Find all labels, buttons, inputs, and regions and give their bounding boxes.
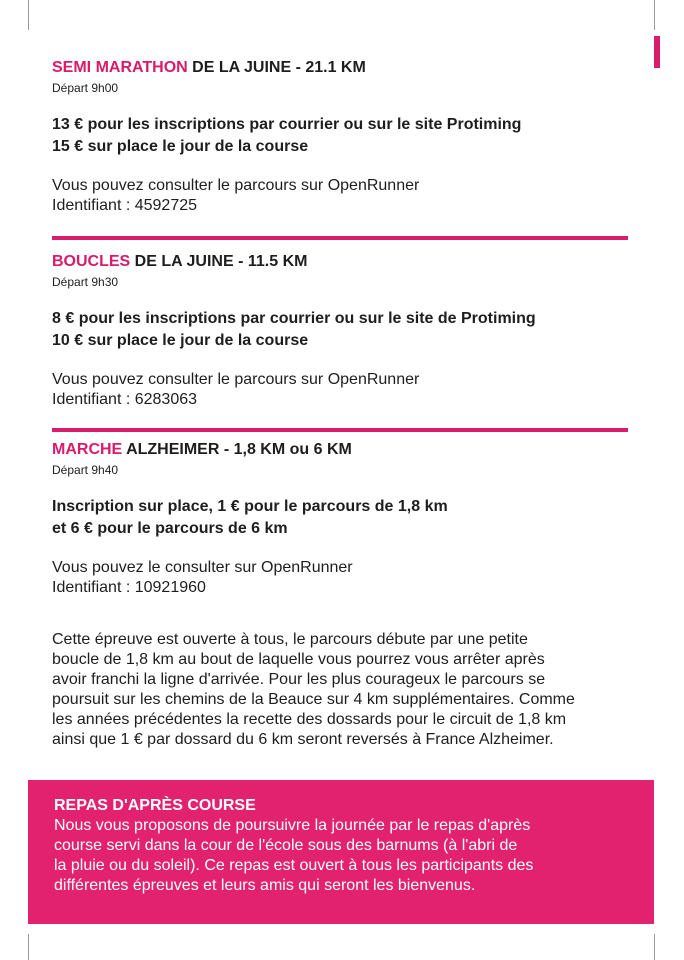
title-highlight: SEMI MARATHON (52, 59, 188, 76)
depart-time: Départ 9h00 (52, 81, 119, 95)
crop-mark-bottom-left (28, 934, 29, 960)
price-line: Inscription sur place, 1 € pour le parcours de 1,8 km (52, 498, 448, 515)
identifier-line: Identifiant : 4592725 (52, 197, 198, 214)
route-info (52, 370, 632, 410)
identifier-line: Identifiant : 6283063 (52, 391, 198, 408)
price-line: 13 € pour les inscriptions par courrier ou sur le site Protiming (52, 116, 522, 133)
repas-line: Nous vous proposons de poursuivre la journée par le repas d'après (54, 817, 531, 834)
depart-time: Départ 9h40 (52, 463, 119, 477)
title-highlight: MARCHE (52, 441, 123, 458)
title-highlight: BOUCLES (52, 253, 131, 270)
info-line: Vous pouvez consulter le parcours sur OpenRunner (52, 371, 420, 388)
route-info (52, 558, 632, 598)
section-semi-marathon (52, 58, 632, 216)
info-line: Vous pouvez le consulter sur OpenRunner (52, 559, 353, 576)
repas-box (28, 780, 654, 924)
price-line: 8 € pour les inscriptions par courrier ou sur le site de Protiming (52, 310, 536, 327)
title-rest: DE LA JUINE - 21.1 KM (187, 59, 366, 76)
title-rest: ALZHEIMER - 1,8 KM ou 6 KM (122, 441, 352, 458)
section-title (52, 440, 632, 460)
price-block (52, 114, 632, 158)
price-line: et 6 € pour le parcours de 6 km (52, 520, 288, 537)
repas-line: course servi dans la cour de l'école sous des barnums (à l'abri de (54, 837, 518, 854)
description-line: Cette épreuve est ouverte à tous, le parcours débute par une petite (52, 631, 528, 648)
identifier-line: Identifiant : 10921960 (52, 579, 206, 596)
description-line: poursuit sur les chemins de la Beauce sur 4 km supplémentaires. Comme (52, 691, 575, 708)
description-line: les années précédentes la recette des dossards pour le circuit de 1,8 km (52, 711, 567, 728)
price-block (52, 496, 632, 540)
repas-title: REPAS D'APRÈS COURSE (54, 797, 256, 814)
repas-line: différentes épreuves et leurs amis qui seront les bienvenus. (54, 877, 476, 894)
route-info (52, 176, 632, 216)
crop-mark-top-left (28, 0, 29, 30)
price-line: 10 € sur place le jour de la course (52, 332, 309, 349)
title-rest: DE LA JUINE - 11.5 KM (130, 253, 308, 270)
description-line: boucle de 1,8 km au bout de laquelle vous pourrez vous arrêter après (52, 651, 545, 668)
section-title (52, 252, 632, 272)
corner-accent-mark (654, 36, 660, 68)
info-line: Vous pouvez consulter le parcours sur OpenRunner (52, 177, 420, 194)
crop-mark-bottom-right (654, 934, 655, 960)
price-line: 15 € sur place le jour de la course (52, 138, 309, 155)
crop-mark-top-right (654, 0, 655, 30)
section-marche (52, 440, 632, 598)
section-boucles (52, 252, 632, 410)
section-divider (52, 236, 628, 240)
depart-time: Départ 9h30 (52, 275, 119, 289)
section-divider (52, 428, 628, 432)
description-line: avoir franchi la ligne d'arrivée. Pour les plus courageux le parcours se (52, 671, 546, 688)
description-paragraph (52, 630, 642, 750)
repas-line: la pluie ou du soleil). Ce repas est ouvert à tous les participants des (54, 857, 534, 874)
section-title (52, 58, 632, 78)
price-block (52, 308, 632, 352)
description-line: ainsi que 1 € par dossard du 6 km seront reversés à France Alzheimer. (52, 731, 554, 748)
